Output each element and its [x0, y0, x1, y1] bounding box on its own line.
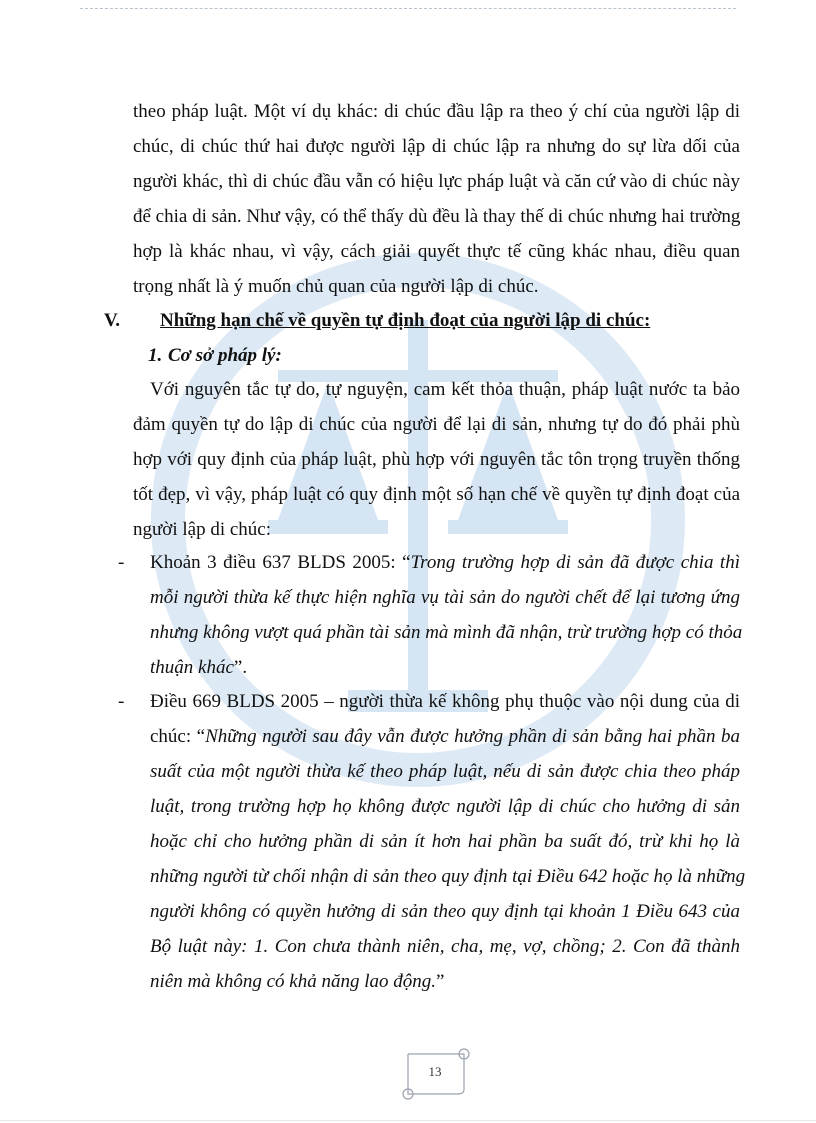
bullet-2-line-3: suất của một người thừa kế theo pháp luật, nếu di sản được chia theo pháp — [150, 761, 740, 782]
bullet-1-quote-end: thuận khác — [150, 657, 234, 678]
paragraph-top-line-6: trọng nhất là ý muốn chủ quan của người lập di chúc. — [133, 276, 539, 297]
bullet-1-line-3: nhưng không vượt quá phần tài sản mà mình đã nhận, trừ trường hợp có thỏa — [150, 622, 743, 643]
bullet-2-closing: ” — [436, 971, 445, 992]
bullet-1-closing: ”. — [233, 657, 248, 678]
bullet-2-lead: chúc: “ — [150, 726, 206, 747]
paragraph-intro-line-5: người lập di chúc: — [133, 519, 272, 540]
bullet-1-line-2: mỗi người thừa kế thực hiện nghĩa vụ tài sản do người chết để lại tương ứng — [150, 587, 740, 608]
bullet-2-line-7: người không có quyền hưởng di sản theo quy định tại khoản 1 Điều 643 của — [150, 901, 740, 922]
bullet-marker-2: - — [118, 691, 125, 712]
paragraph-top-line-5: hợp là khác nhau, vì vậy, cách giải quyết thực tế cũng khác nhau, điều quan — [133, 241, 740, 262]
subsection-title: Cơ sở pháp lý: — [168, 345, 282, 366]
page-bottom-rule — [0, 1120, 816, 1121]
bullet-2-line-5: hoặc chỉ cho hưởng phần di sản ít hơn hai phần ba suất đó, trừ khi họ là — [150, 831, 740, 852]
bullet-2-line-6: những người từ chối nhận di sản theo quy định tại Điều 642 hoặc họ là những — [150, 866, 746, 887]
bullet-marker-1: - — [118, 552, 125, 573]
bullet-2-line-9 — [150, 970, 444, 994]
bullet-1-quote-start: Trong trường hợp di sản đã được chia thì — [410, 552, 740, 573]
bullet-2-line-4: luật, trong trường hợp họ không được người lập di chúc cho hưởng di sản — [150, 796, 740, 817]
bullet-2-line-8: Bộ luật này: 1. Con chưa thành niên, cha, mẹ, vợ, chồng; 2. Con đã thành — [150, 936, 740, 957]
paragraph-intro-line-1: Với nguyên tắc tự do, tự nguyện, cam kết thỏa thuận, pháp luật nước ta bảo — [150, 379, 740, 400]
bullet-1-lead: Khoản 3 điều 637 BLDS 2005: “ — [150, 552, 411, 573]
bullet-2-line-1: Điều 669 BLDS 2005 – người thừa kế không phụ thuộc vào nội dung của di — [150, 691, 740, 712]
paragraph-intro-line-4: tốt đẹp, vì vậy, pháp luật có quy định một số hạn chế về quyền tự định đoạt của — [133, 484, 740, 505]
bullet-2-quote-start: Những người sau đây vẫn được hưởng phần di sản bằng hai phần ba — [205, 726, 741, 747]
bullet-2-line-2 — [150, 725, 740, 749]
section-title: Những hạn chế về quyền tự định đoạt của người lập di chúc: — [160, 310, 651, 331]
subsection-number: 1. — [148, 345, 163, 366]
bullet-2-quote-end: niên mà không có khả năng lao động. — [150, 971, 437, 992]
paragraph-top-line-4: để chia di sản. Như vậy, có thể thấy dù đều là thay thế di chúc nhưng hai trường — [133, 206, 741, 227]
paragraph-top-line-2: chúc, di chúc thứ hai được người lập di chúc lập ra nhưng do sự lừa dối của — [133, 136, 740, 157]
paragraph-intro-line-2: đảm quyền tự do lập di chúc của người để lại di sản, nhưng tự do đó phải phù — [133, 414, 740, 435]
section-number: V. — [104, 310, 121, 331]
paragraph-top-line-3: người khác, thì di chúc đầu vẫn có hiệu lực pháp luật và căn cứ vào di chúc này — [133, 171, 740, 192]
paragraph-top-line-1: theo pháp luật. Một ví dụ khác: di chúc đầu lập ra theo ý chí của người lập di — [133, 101, 740, 122]
paragraph-intro-line-3: hợp với quy định của pháp luật, phù hợp với nguyên tắc tôn trọng truyền thống — [133, 449, 740, 470]
bullet-1-line-1 — [150, 551, 740, 575]
page-number: 13 — [428, 1064, 442, 1079]
bullet-1-line-4 — [150, 656, 247, 680]
